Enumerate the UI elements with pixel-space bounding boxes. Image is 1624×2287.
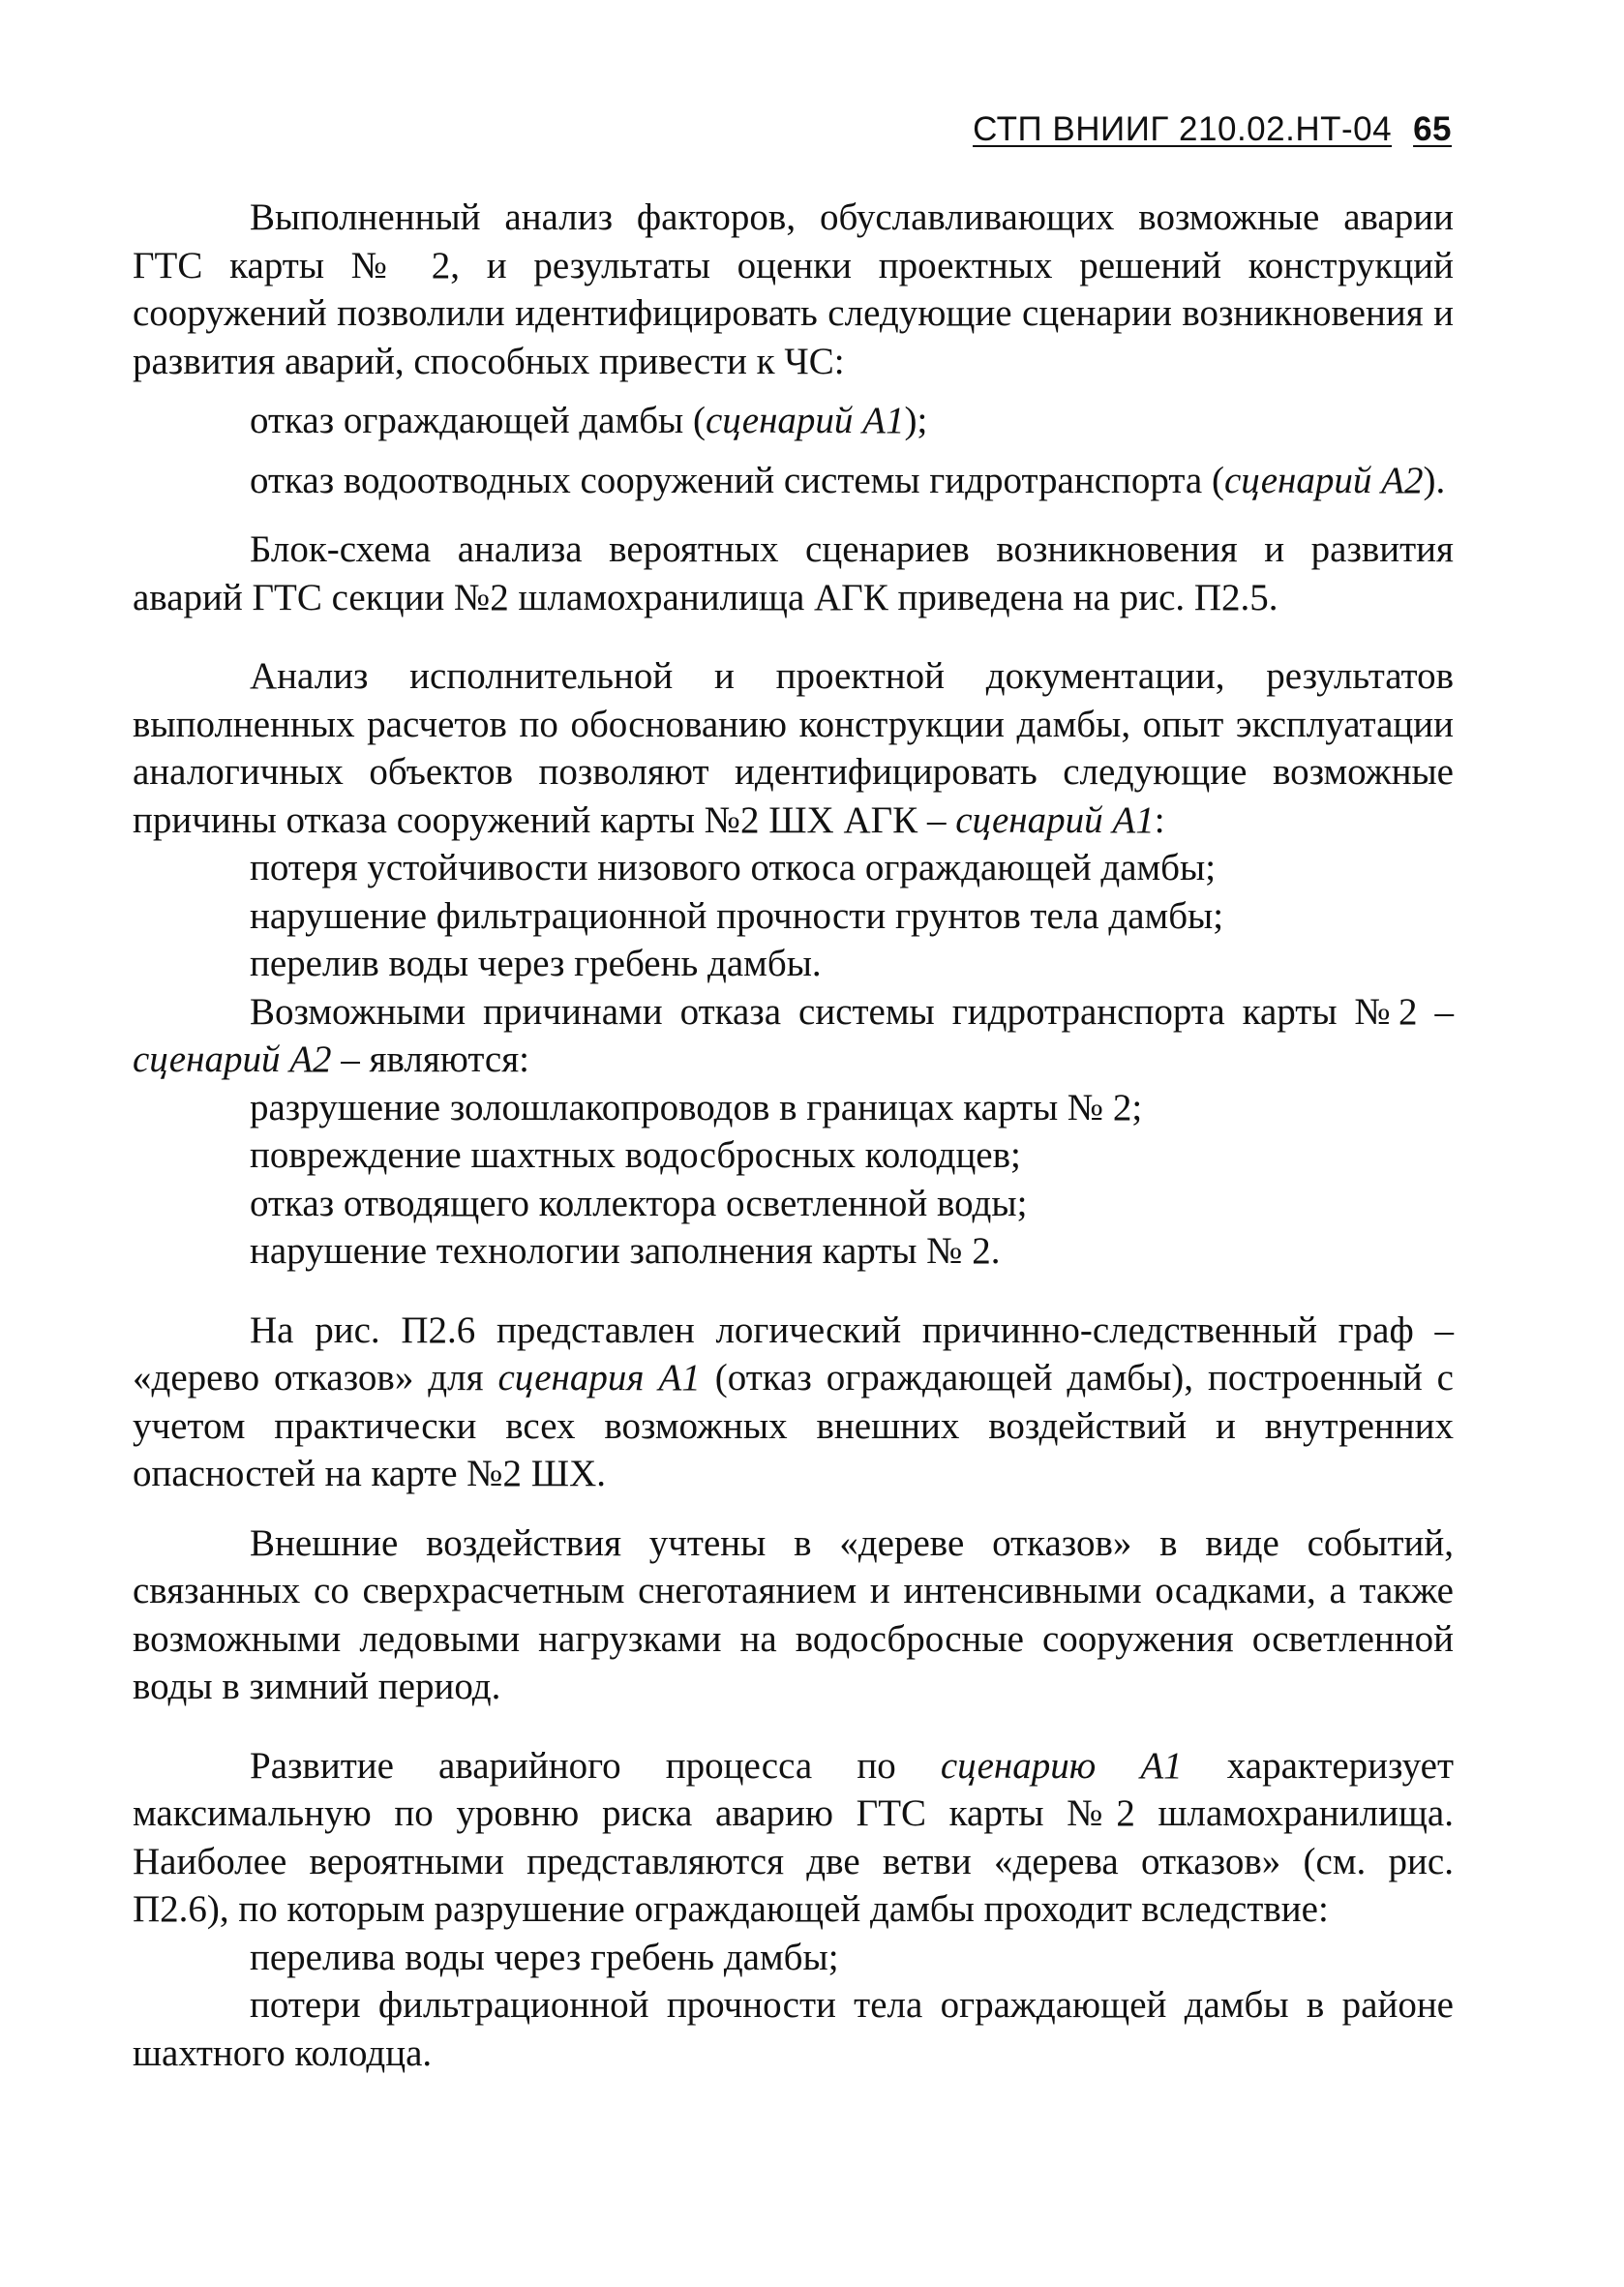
list-item: потери фильтрационной прочности тела ограждающей дамбы в районе шахтного колодца. [133,1984,1454,2074]
analysis-end: : [1154,798,1165,841]
page-number: 65 [1413,110,1452,148]
list-item: нарушение фильтрационной прочности грунтов тела дамбы; [250,894,1224,937]
list-item: перелива воды через гребень дамбы; [250,1936,839,1978]
a2-lead: Возможными причинами отказа системы гидротранспорта карты №2 – [250,990,1454,1033]
scenario-a1-item [133,397,1454,445]
paragraph-fault-tree [133,1307,1454,1498]
paragraph-external-impacts: Внешние воздействия учтены в «дереве отказов» в виде событий, связанных со сверхрасчетным снеготаянием и интенсивными осадками, а также возможными ледовыми нагрузками на водосбросные сооружения осветленной воды в зимний период. [133,1521,1454,1707]
list-item: повреждение шахтных водосбросных колодцев; [250,1134,1021,1176]
list-item: потеря устойчивости низового откоса ограждающей дамбы; [250,847,1217,888]
paragraph-analysis [133,652,1454,844]
analysis-scenario-label: сценарий А1 [955,798,1155,841]
list-item: разрушение золошлакопроводов в границах карты № 2; [250,1086,1143,1128]
analysis-text: Анализ исполнительной и проектной документации, результатов выполненных расчетов по обоснованию конструкции дамбы, опыт эксплуатации аналогичных объектов позволяют идентифицировать следующие возможные причины отказа сооружений карты №2 ШХ АГК – [133,655,1454,841]
fault-tree-scenario-label: сценария А1 [497,1357,701,1399]
paragraph-intro: Выполненный анализ факторов, обуславливающих возможные аварии ГТС карты № 2, и результаты оценки проектных решений конструкций сооружений позволили идентифицировать следующие сценарии возникновения и развития аварий, способных привести к ЧС: [133,196,1454,382]
scenario-a2-end: ). [1423,459,1446,501]
paragraph-a2-causes [133,988,1454,1084]
page-header [973,110,1452,149]
development-text-b: характеризует максимальную по уровню риска аварию ГТС карты №2 шламохранилища. Наиболее вероятными представляются две ветви «дерева отказов» (см. рис. П2.6), по которым разрушение ограждающей дамбы проходит вследствие: [133,1744,1454,1930]
development-text-a: Развитие аварийного процесса по [250,1744,941,1787]
scenario-a2-text: отказ водоотводных сооружений системы гидротранспорта ( [250,459,1224,501]
fault-tree-text-b: (отказ ограждающей дамбы), построенный с учетом практически всех возможных внешних воздействий и внутренних опасностей на карте №2 ШХ. [133,1357,1454,1494]
a2-scenario-label: сценарий А2 [133,1038,332,1080]
development-scenario-label: сценарию А1 [940,1744,1183,1787]
list-item: нарушение технологии заполнения карты № 2. [250,1230,1001,1272]
fault-tree-text-a: На рис. П2.6 представлен логический причинно-следственный граф – «дерево отказов» для [133,1309,1454,1399]
scenario-a1-label: сценарий А1 [705,400,905,441]
paragraph-development [133,1742,1454,1934]
list-item: отказ отводящего коллектора осветленной воды; [250,1182,1028,1224]
scenario-a2-item [133,457,1454,505]
a2-end: – являются: [331,1038,529,1080]
document-body [133,194,1454,2077]
paragraph-block-diagram: Блок-схема анализа вероятных сценариев возникновения и развития аварий ГТС секции №2 шламохранилища АГК приведена на рис. П2.5. [133,528,1454,618]
scenario-a2-label: сценарий А2 [1223,459,1424,501]
scenario-a1-text: отказ ограждающей дамбы ( [250,400,706,441]
list-item: перелив воды через гребень дамбы. [250,943,822,984]
scenario-a1-end: ); [904,400,928,441]
document-code: СТП ВНИИГ 210.02.НТ-04 [973,110,1393,148]
